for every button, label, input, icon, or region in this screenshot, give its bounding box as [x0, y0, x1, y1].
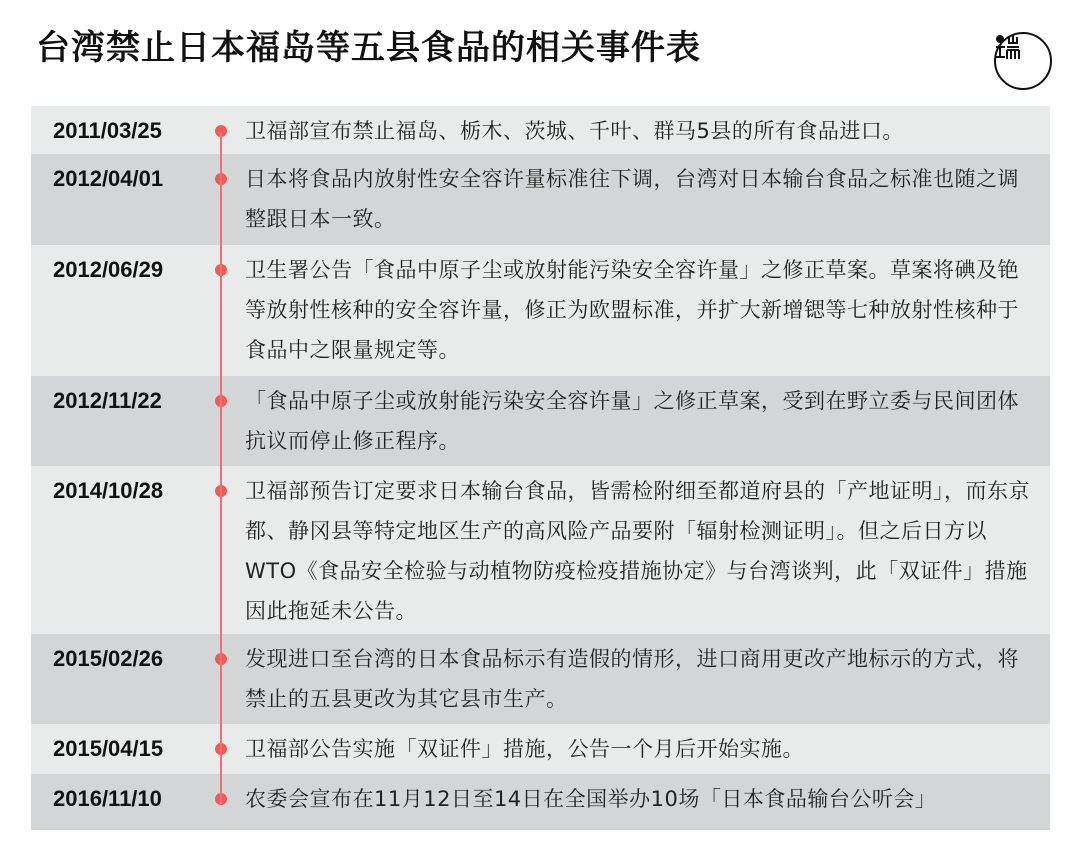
- event-row: [31, 634, 1050, 724]
- event-row: [31, 376, 1050, 466]
- event-date: 2016/11/10: [53, 786, 162, 811]
- event-date: 2012/11/22: [53, 388, 162, 413]
- event-description: 日本将食品内放射性安全容许量标准往下调，台湾对日本输台食品之标准也随之调整跟日本一致。: [245, 167, 1019, 231]
- event-description: 卫福部预告订定要求日本输台食品，皆需检附细至都道府县的「产地证明」，而东京都、静冈县等特定地区生产的高风险产品要附「辐射检测证明」。但之后日方以WTO《食品安全检验与动植物防疫检疫措施协定》与台湾谈判，此「双证件」措施因此拖延未公告。: [245, 479, 1030, 623]
- event-row: [31, 245, 1050, 376]
- event-date: 2015/04/15: [53, 736, 164, 761]
- event-row: [31, 724, 1050, 774]
- event-description: 卫福部公告实施「双证件」措施，公告一个月后开始实施。: [245, 737, 804, 761]
- event-date: 2014/10/28: [53, 478, 164, 503]
- event-description: 「食品中原子尘或放射能污染安全容许量」之修正草案，受到在野立委与民间团体抗议而停止修正程序。: [245, 389, 1019, 453]
- event-date: 2015/02/26: [53, 646, 164, 671]
- event-row: [31, 774, 1050, 830]
- event-row: [31, 154, 1050, 245]
- theinitium-logo-icon: [992, 31, 1052, 91]
- event-description: 农委会宣布在11月12日至14日在全国举办10场「日本食品输台公听会」: [245, 787, 937, 811]
- event-date: 2012/04/01: [53, 166, 164, 191]
- event-row: [31, 466, 1050, 634]
- event-row: [31, 106, 1050, 154]
- event-description: 发现进口至台湾的日本食品标示有造假的情形，进口商用更改产地标示的方式，将禁止的五县更改为其它县市生产。: [245, 647, 1019, 711]
- timeline-line: [220, 132, 222, 804]
- page-title: 台湾禁止日本福岛等五县食品的相关事件表: [36, 28, 701, 68]
- event-date: 2012/06/29: [53, 257, 164, 282]
- event-description: 卫生署公告「食品中原子尘或放射能污染安全容许量」之修正草案。草案将碘及铯等放射性核种的安全容许量，修正为欧盟标准，并扩大新增锶等七种放射性核种于食品中之限量规定等。: [245, 258, 1019, 362]
- event-description: 卫福部宣布禁止福岛、栃木、茨城、千叶、群马5县的所有食品进口。: [245, 119, 904, 143]
- event-date: 2011/03/25: [53, 118, 162, 143]
- events-table: [31, 106, 1050, 830]
